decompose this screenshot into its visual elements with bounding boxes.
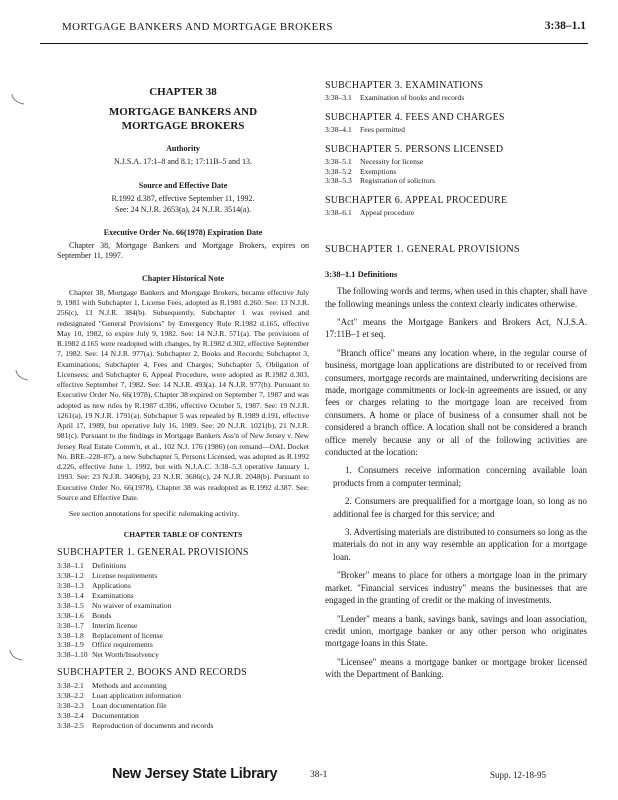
toc-entry-number: 3:38–1.10 — [57, 650, 88, 660]
toc-subchapter-title: SUBCHAPTER 3. EXAMINATIONS — [325, 80, 484, 91]
toc-entry-title: Interim license — [92, 620, 138, 630]
toc-subchapter-2-title: SUBCHAPTER 2. BOOKS AND RECORDS — [57, 667, 247, 679]
definitions-intro: The following words and terms, when used in this chapter, shall have the following meanings unless the context clearly indicates otherwise. — [325, 286, 587, 309]
history-text: Chapter 38, Mortgage Bankers and Mortgage Brokers, became effective July 9, 1981 with Subchapter 1, License Fees, adopted as R.1981 d.260. See: 13 N.J.R. 256(c), 13 N.J.R. 384(b). Subsequently, Subchapter 1 was revised and redesignated "General Provisions" by Emergency Rule R.1982 d.165, effective May 10, 1982, to expire July 9, 1982. See: 14 N.J.R. 571(a). The provisions of R.1982 d.165 were readopted with changes, by R.1982 d.302, effective September 7, 1982. See: 14 N.J.R. 977(a). Subchapter 2, Books and Records; Subchapter 3, Examinations; Subchapter 4, Fees and Charges; Subchapter 5, Obligation of Licensees; and Subchapter 6, Appeal Procedure, were adopted as R.1982 d.303, effective September 7, 1982. See: 14 N.J.R. 493(a). 14 N.J.R. 977(b). Pursuant to Executive Order No. 66(1978), Chapter 38 expired on September 7, 1987 and was adopted as new rules by R.1987 d.396, effective October 5, 1987. See: 19 N.J.R. 1261(a), 19 N.J.R. 1791(a). Subchapter 5 was repealed by R.1989 d.191, effective April 17, 1989, but operative July 16, 1989. See: 20 N.J.R. 1021(b), 21 N.J.R. 981(c). Pursuant to the findings in Mortgage Bankers Ass'n of New Jersey v. New Jersey Real Estate Comm'n, et al., 102 N.J. 176 (1986) (on remand—OAL Docket No. BRE–228–87), a new Subchapter 5, Persons Licensed, was adopted as R.1992 d.226, effective June 1, 1992, but with N.J.A.C. 3:38–5.3 operative January 1, 1993. See: 23 N.J.R. 3406(b), 23 N.J.R. 3686(c), 24 N.J.R. 2048(b). Pursuant to Executive Order No. 66(1978), Chapter 38 was readopted as R.1992 d.387. See: Source and Effective Date. — [57, 287, 309, 502]
toc-entry-title: Loan documentation file — [92, 700, 167, 710]
toc-entry — [57, 581, 309, 591]
toc-entry — [325, 93, 587, 103]
toc-entry — [325, 157, 587, 167]
toc-heading: CHAPTER TABLE OF CONTENTS — [123, 530, 243, 540]
chapter-title — [57, 106, 309, 134]
lender-definition: "Lender" means a bank, savings bank, savings and loan association, credit union, mortgage banker or any other person who originates mortgage loans in this State. — [325, 613, 587, 649]
toc-entry-number: 3:38–6.1 — [325, 208, 352, 218]
toc-entry-number: 3:38–1.1 — [57, 561, 84, 571]
toc-subchapter-1-title: SUBCHAPTER 1. GENERAL PROVISIONS — [57, 547, 249, 559]
expiration-text: Chapter 38, Mortgage Bankers and Mortgage Brokers, expires on September 11, 1997. — [57, 240, 309, 261]
annotations-note: See section annotations for specific rulemaking activity. — [69, 509, 240, 519]
toc-entry-title: No waiver of examination — [92, 600, 172, 610]
toc-subchapter-2-list — [57, 681, 309, 730]
page-number: 38-1 — [310, 770, 328, 780]
toc-entry-number: 3:38–1.9 — [57, 640, 84, 650]
page-footer — [0, 764, 618, 794]
toc-entry — [57, 721, 309, 731]
toc-entry-number: 3:38–1.8 — [57, 630, 84, 640]
toc-subchapter-title: SUBCHAPTER 6. APPEAL PROCEDURE — [325, 195, 508, 207]
toc-entry — [57, 591, 309, 601]
toc-entry-title: Methods and accounting — [92, 681, 167, 691]
toc-entry — [57, 701, 309, 711]
toc-continued — [325, 80, 587, 218]
toc-entry — [325, 208, 587, 218]
toc-entry-title: Replacement of license — [92, 630, 163, 640]
toc-entry — [57, 571, 309, 581]
toc-entry-number: 3:38–2.2 — [57, 690, 84, 700]
branch-office-definition: "Branch office" means any location where, in the regular course of business, mortgage loan applications are distributed to or received from consumers, mortgage records are maintained, underwriting decisions are made, mortgage commitments or lock-in agreements are issued, or any fees or charges relating to the mortgage loan are received from consumers. A home or place of business of a consumer shall not be considered a branch office. A location shall not be considered a branch office merely because any or all of the following activities are conducted at the location: — [325, 347, 587, 458]
toc-entry-number: 3:38–1.4 — [57, 591, 84, 601]
toc-entry-number: 3:38–4.1 — [325, 124, 352, 134]
margin-bracket-mark — [14, 368, 32, 384]
authority-heading: Authority — [166, 143, 200, 153]
toc-entry-title: Examinations — [92, 591, 134, 601]
branch-exception-2: 2. Consumers are prequalified for a mortgage loan, so long as no additional fee is charged for this service; and — [333, 496, 587, 519]
toc-entry-title: Reproduction of documents and records — [92, 720, 214, 730]
source-text-2: See: 24 N.J.R. 2653(a), 24 N.J.R. 3514(a). — [115, 205, 251, 215]
toc-entry-number: 3:38–1.2 — [57, 571, 84, 581]
authority-text: N.J.S.A. 17:1–8 and 8.1; 17:11B–5 and 13. — [114, 156, 252, 166]
toc-entry-title: Applications — [92, 581, 131, 591]
toc-entry-title: Loan application information — [92, 690, 181, 700]
toc-entry-number: 3:38–2.4 — [57, 710, 84, 720]
toc-entry-number: 3:38–5.1 — [325, 156, 352, 166]
toc-entry — [325, 125, 587, 135]
chapter-number: CHAPTER 38 — [149, 86, 217, 98]
toc-entry — [325, 176, 587, 186]
toc-entry-number: 3:38–1.7 — [57, 620, 84, 630]
branch-exception-3: 3. Advertising materials are distributed to consumers so long as the materials do not in any way resemble an application for a mortgage loan. — [333, 527, 587, 562]
toc-entry-title: Office requirements — [92, 640, 153, 650]
expiration-heading: Executive Order No. 66(1978) Expiration Date — [103, 227, 263, 237]
toc-entry-title: Examination of books and records — [360, 93, 465, 102]
page-header — [40, 14, 588, 44]
right-column — [325, 80, 587, 681]
toc-entry-number: 3:38–1.6 — [57, 610, 84, 620]
toc-entry — [57, 711, 309, 721]
toc-entry-title: Necessity for license — [360, 156, 424, 166]
toc-entry-title: Net Worth/Insolvency — [92, 650, 159, 660]
toc-entry-title: License requirements — [92, 571, 158, 581]
toc-entry — [57, 691, 309, 701]
toc-subchapter-1-list — [57, 561, 309, 660]
left-column — [57, 72, 309, 730]
history-heading: Chapter Historical Note — [141, 273, 225, 283]
toc-subchapter-title: SUBCHAPTER 4. FEES AND CHARGES — [325, 111, 505, 123]
running-title: MORTGAGE BANKERS AND MORTGAGE BROKERS — [62, 21, 333, 33]
toc-entry — [57, 681, 309, 691]
margin-bracket-mark — [10, 92, 28, 108]
general-provisions-title: SUBCHAPTER 1. GENERAL PROVISIONS — [325, 244, 520, 256]
toc-subchapter-block — [325, 144, 587, 187]
source-heading: Source and Effective Date — [138, 181, 228, 191]
toc-entry-title: Exemptions — [360, 166, 397, 176]
toc-subchapter-block — [325, 80, 587, 103]
toc-entry-title: Registration of solicitors — [360, 176, 436, 186]
toc-entry-title: Bonds — [92, 610, 112, 620]
toc-entry-number: 3:38–1.3 — [57, 581, 84, 591]
toc-entry-title: Definitions — [92, 561, 127, 571]
toc-entry-title: Fees permitted — [360, 124, 405, 134]
toc-entry-title: Documentation — [92, 710, 139, 720]
chapter-title-line1: MORTGAGE BANKERS AND — [108, 106, 258, 118]
branch-exception-1: 1. Consumers receive information concerning available loan products from a computer terminal; — [333, 465, 587, 488]
supplement-date: Supp. 12-18-95 — [490, 770, 546, 780]
section-number: 3:38–1.1 — [544, 20, 586, 32]
source-text-1: R.1992 d.387, effective September 11, 1992. — [111, 194, 255, 204]
toc-entry-number: 3:38–5.2 — [325, 166, 352, 176]
toc-entry-number: 3:38–5.3 — [325, 176, 352, 186]
margin-bracket-mark — [8, 648, 26, 664]
toc-entry-number: 3:38–2.3 — [57, 700, 84, 710]
toc-entry-number: 3:38–2.5 — [57, 720, 84, 730]
chapter-title-line2: MORTGAGE BROKERS — [121, 119, 245, 132]
licensee-definition: "Licensee" means a mortgage banker or mortgage broker licensed with the Department of Banking. — [325, 656, 587, 680]
toc-entry — [57, 640, 309, 650]
toc-entry — [57, 611, 309, 621]
toc-entry — [57, 631, 309, 641]
toc-subchapter-title: SUBCHAPTER 5. PERSONS LICENSED — [325, 143, 504, 155]
toc-entry-number: 3:38–1.5 — [57, 600, 84, 610]
toc-entry-number: 3:38–3.1 — [325, 93, 352, 102]
section-heading: 3:38–1.1 Definitions — [325, 269, 398, 280]
toc-subchapter-block — [325, 195, 587, 218]
toc-subchapter-block — [325, 112, 587, 135]
toc-entry-number: 3:38–2.1 — [57, 681, 84, 691]
broker-definition: "Broker" means to place for others a mortgage loan in the primary market. "Financial services industry" means the businesses that are engaged in the granting of credit or the making of investments. — [325, 570, 587, 606]
toc-entry — [57, 561, 309, 571]
act-definition: "Act" means the Mortgage Bankers and Brokers Act, N.J.S.A. 17:11B–1 et seq. — [325, 316, 587, 340]
library-stamp: New Jersey State Library — [112, 766, 278, 782]
toc-entry — [57, 621, 309, 631]
toc-entry — [57, 601, 309, 611]
toc-entry — [325, 167, 587, 177]
toc-entry-title: Appeal procedure — [360, 208, 415, 218]
toc-entry — [57, 650, 309, 660]
